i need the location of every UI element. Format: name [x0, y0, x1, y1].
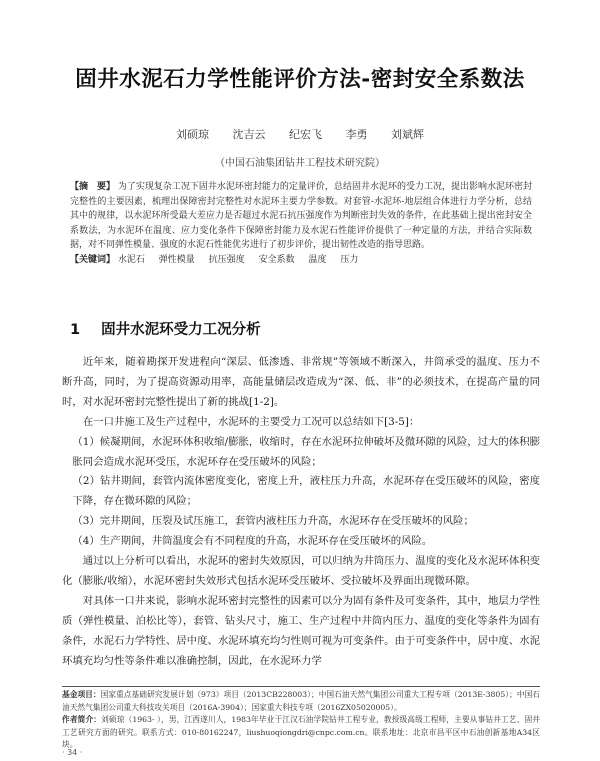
fund-footnote [62, 689, 540, 714]
author-name: 李勇 [345, 128, 368, 141]
keyword: 抗压强度 [208, 254, 245, 265]
fund-text: 国家重点基础研究发展计划（973）项目（2013CB228003）；中国石油天然气集团公司重大工程专项（2013E-3805）；中国石油天然气集团公司重大科技攻关项目（2016A-3904）；国家重大科技专项（2016ZX05020005）。 [62, 690, 540, 712]
author-bio-label: 作者简介： [62, 715, 102, 725]
author-name: 刘斌辉 [391, 128, 424, 141]
keyword: 弹性模量 [158, 254, 195, 265]
author-list [0, 126, 600, 142]
section-number: 1 [70, 322, 81, 338]
fund-label: 基金项目： [62, 690, 101, 699]
keyword: 安全系数 [258, 254, 295, 265]
author-name: 刘硕琼 [176, 128, 209, 141]
section-title: 固井水泥环受力工况分析 [101, 322, 261, 338]
list-item: （3）完井期间，压裂及试压施工，套管内液柱压力升高，水泥环存在受压破坏的风险； [72, 515, 474, 528]
section-heading [70, 318, 261, 339]
list-item: （1）候凝期间，水泥环体积收缩/膨胀，收缩时，存在水泥环拉伸破坏及微环隙的风险，过大的体积膨胀同会造成水泥环受压，水泥环存在受压破坏的风险； [72, 435, 540, 468]
author-name: 纪宏飞 [289, 128, 322, 141]
page-number: · 34 · [62, 748, 83, 757]
list-item: （4）生产期间，井筒温度会有不同程度的升高，水泥环存在受压破坏的风险。 [72, 535, 433, 548]
list-item: （2）钻井期间，套管内流体密度变化，密度上升，液柱压力升高，水泥环存在受压破坏的风险，密度下降，存在微环隙的风险； [72, 475, 540, 508]
keyword: 水泥石 [117, 254, 145, 265]
abstract-paragraph [70, 180, 532, 253]
author-bio-text: 刘硕琼（1963- ），男，江西遂川人，1983年毕业于江汉石油学院钻井工程专业，教授级高级工程师，主要从事钻井工艺、固井工艺研究方面的研究。联系方式：010-80162247，liushuoqiongdri@cnpc.com.cn。联系地址：北京市昌平区中石油创新基地A34区块。 [62, 715, 540, 750]
abstract-text: 为了实现复杂工况下固井水泥环密封能力的定量评价，总结固井水泥环的受力工况，提出影响水泥环密封完整性的主要因素，梳理出保障密封完整性对水泥环主要力学参数。对套管-水泥环-地层组合体进行力学分析，总结其中的规律，以水泥环所受最大差应力是否超过水泥石抗压强度作为判断密封失效的条件，在此基础上提出密封安全系数法，为水泥环在温度、应力变化条件下保障密封能力及水泥石性能评价提供了一种定量的方法，并结合实际数据，对不同弹性模量、强度的水泥石性能优劣进行了初步评价，提出韧性改造的指导思路。 [70, 182, 532, 251]
author-name: 沈吉云 [232, 128, 266, 141]
affiliation: （中国石油集团钻井工程技术研究院） [215, 158, 385, 169]
abstract-label: 【摘 要】 [70, 182, 116, 192]
body-paragraph: 通过以上分析可以看出，水泥环的密封失效原因，可以归纳为井筒压力、温度的变化及水泥环体积变化（膨胀/收缩），水泥环密封失效形式包括水泥环受压破坏、受拉破坏及界面出现微环隙。 [62, 555, 540, 587]
keyword: 压力 [340, 254, 359, 265]
keywords-label: 【关键词】 [70, 254, 116, 265]
body-paragraph: 在一口井施工及生产过程中，水泥环的主要受力工况可以总结如下[3-5]： [82, 415, 420, 428]
body-paragraph: 近年来，随着勘探开发进程向“深层、低渗透、非常规”等领域不断深入，井筒承受的温度、压力不断升高，同时，为了提高资源动用率，高能量储层改造成为“深、低、非”的必须技术，在提高产量的同时，对水泥环密封完整性提出了新的挑战[1-2]。 [62, 356, 540, 408]
keywords-line [70, 253, 532, 268]
body-text [62, 353, 540, 672]
footnote-divider [62, 686, 540, 687]
footnotes [62, 689, 540, 752]
keyword: 温度 [308, 254, 327, 265]
body-paragraph: 对具体一口井来说，影响水泥环密封完整性的因素可以分为固有条件及可变条件，其中，地层力学性质（弹性模量、泊松比等），套管、钻头尺寸，施工、生产过程中井筒内压力、温度的变化等条件为固有条件，水泥石力学特性、居中度、水泥环填充均匀性则可视为可变条件。由于可变条件中，居中度、水泥环填充均匀性等条件难以准确控制，因此，在水泥环力学 [62, 594, 540, 667]
author-footnote [62, 714, 540, 752]
paper-title: 固井水泥石力学性能评价方法-密封安全系数法 [75, 67, 525, 92]
abstract-block [70, 180, 532, 268]
